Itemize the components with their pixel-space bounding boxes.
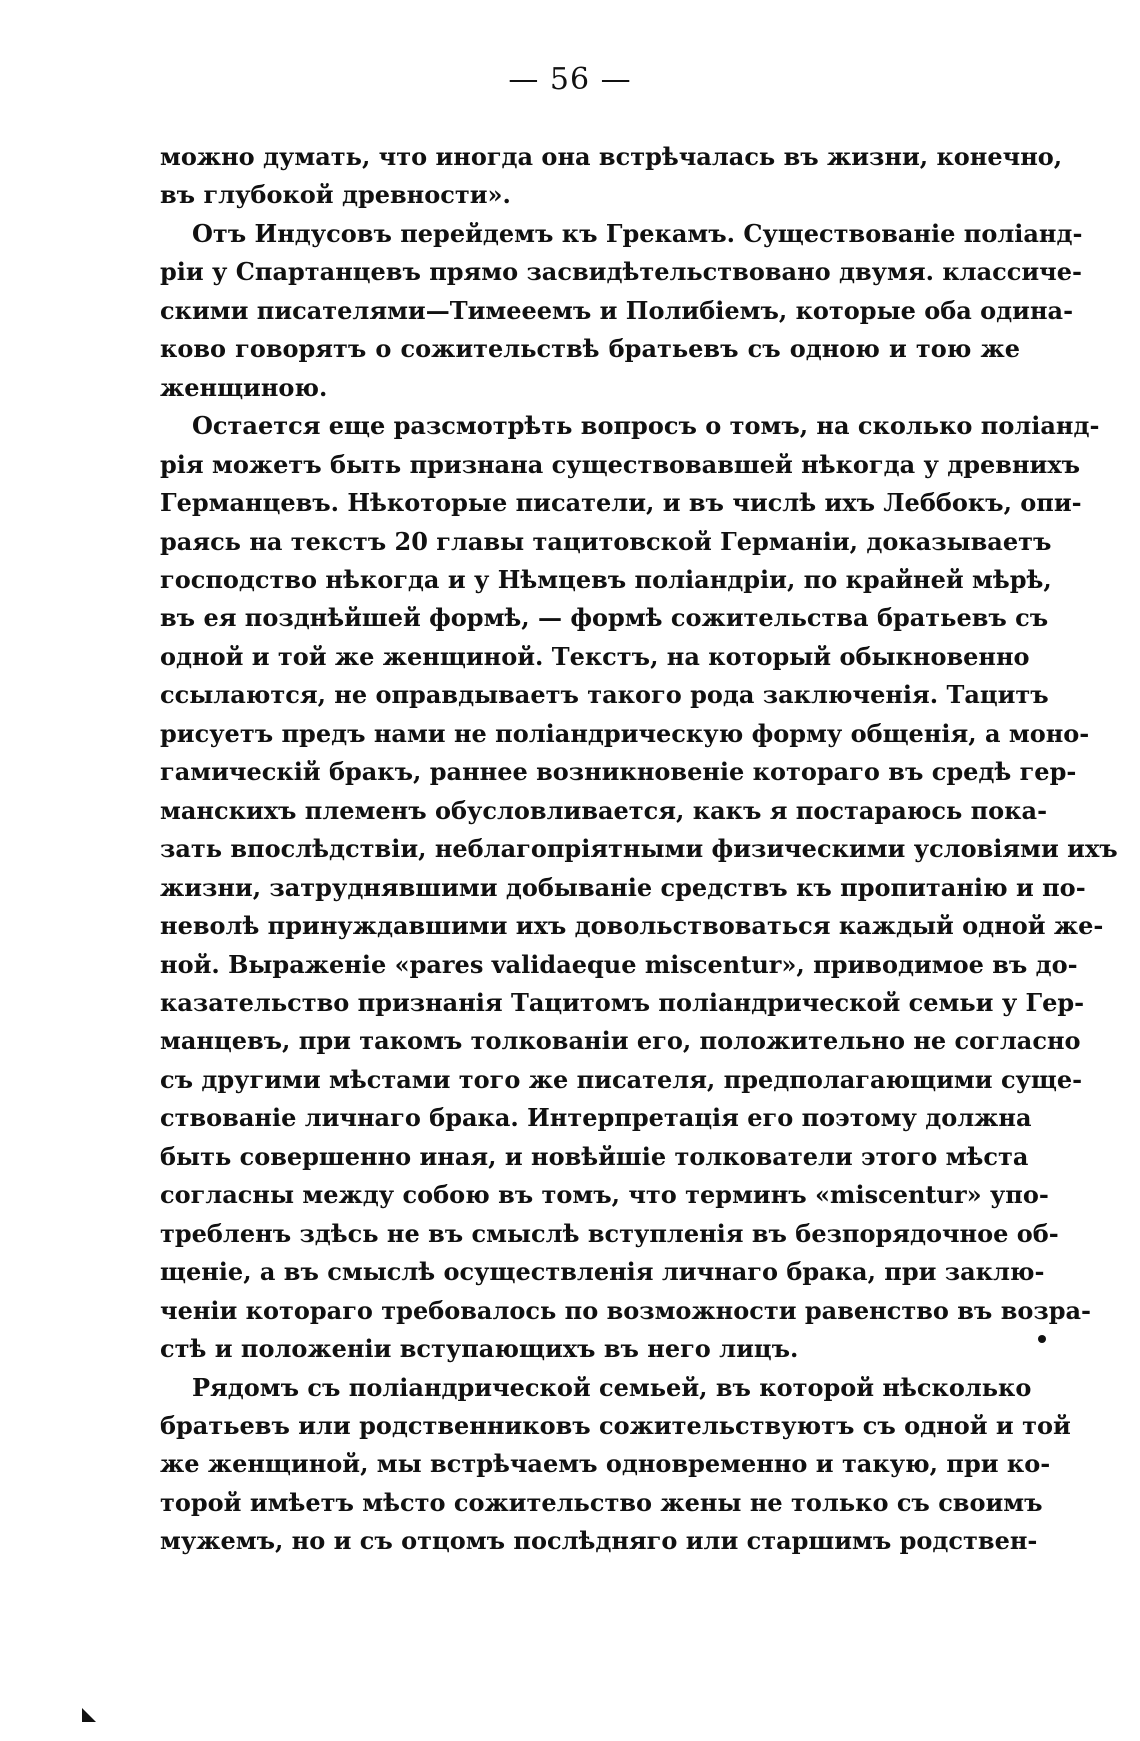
text-line: Рядомъ съ поліандрической семьей, въ которой нѣсколько <box>192 1372 1032 1402</box>
paragraph <box>160 407 1118 1368</box>
text-line: ствованіе личнаго брака. Интерпретація его поэтому должна <box>160 1103 1032 1133</box>
text-line: братьевъ или родственниковъ сожительствуютъ съ одной и той <box>160 1410 1071 1440</box>
text-line: ково говорятъ о сожительствѣ братьевъ съ одною и тою же <box>160 334 1020 364</box>
scan-corner-mark <box>82 1708 96 1722</box>
page-number: — 56 — <box>508 62 632 97</box>
text-line: гамическій бракъ, раннее возникновеніе котораго въ средѣ гер- <box>160 757 1077 787</box>
body-text <box>160 138 1118 1561</box>
text-line: Германцевъ. Нѣкоторые писатели, и въ числѣ ихъ Леббокъ, опи- <box>160 488 1082 518</box>
text-line: ченіи котораго требовалось по возможности равенство въ возра- <box>160 1295 1091 1325</box>
text-line: рія можетъ быть признана существовавшей нѣкогда у древнихъ <box>160 449 1081 479</box>
text-line: манскихъ племенъ обусловливается, какъ я постараюсь пока- <box>160 795 1048 825</box>
text-line: можно думать, что иногда она встрѣчалась въ жизни, конечно, <box>160 142 1063 171</box>
text-line: торой имѣетъ мѣсто сожительство жены не только съ своимъ <box>160 1487 1043 1517</box>
text-line: скими писателями—Тимееемъ и Полибіемъ, которые оба одина- <box>160 295 1074 325</box>
text-line: казательство признанія Тацитомъ поліандрической семьи у Гер- <box>160 987 1085 1017</box>
text-line: ной. Выраженіе «pares validaeque miscentur», приводимое въ до- <box>160 949 1078 979</box>
text-line: стѣ и положеніи вступающихъ въ него лицъ. <box>160 1334 799 1364</box>
text-line: зать впослѣдствіи, неблагопріятными физическими условіями ихъ <box>160 834 1118 864</box>
text-line: раясь на текстъ 20 главы тацитовской Германіи, доказываетъ <box>160 526 1052 556</box>
text-line: женщиною. <box>160 372 328 402</box>
text-line: въ ея позднѣйшей формѣ, — формѣ сожительства братьевъ съ <box>160 603 1049 633</box>
text-line: неволѣ принуждавшими ихъ довольствоваться каждый одной же- <box>160 911 1104 941</box>
text-line: Отъ Индусовъ перейдемъ къ Грекамъ. Существованіе поліанд- <box>192 218 1083 248</box>
text-line: манцевъ, при такомъ толкованіи его, положительно не согласно <box>160 1026 1081 1056</box>
paragraph <box>160 1369 1071 1561</box>
text-line: жизни, затруднявшими добываніе средствъ къ пропитанію и по- <box>160 872 1086 902</box>
text-line: мужемъ, но и съ отцомъ послѣдняго или старшимъ родствен- <box>160 1526 1038 1556</box>
text-line: въ глубокой древности». <box>160 180 511 210</box>
text-line: ссылаются, не оправдываетъ такого рода заключенія. Тацитъ <box>160 680 1049 710</box>
text-line: же женщиной, мы встрѣчаемъ одновременно и такую, при ко- <box>160 1449 1051 1479</box>
text-line: Остается еще разсмотрѣть вопросъ о томъ, на сколько поліанд- <box>192 411 1100 441</box>
text-line: согласны между собою въ томъ, что терминъ «miscentur» упо- <box>160 1180 1049 1210</box>
text-line: ріи у Спартанцевъ прямо засвидѣтельствовано двумя. классиче- <box>160 257 1082 287</box>
text-line: быть совершенно иная, и новѣйшіе толкователи этого мѣста <box>160 1141 1029 1171</box>
text-line: одной и той же женщиной. Текстъ, на который обыкновенно <box>160 641 1030 671</box>
paragraph <box>160 138 1063 215</box>
paragraph <box>160 215 1083 407</box>
text-line: господство нѣкогда и у Нѣмцевъ поліандріи, по крайней мѣрѣ, <box>160 564 1052 594</box>
text-line: требленъ здѣсь не въ смыслѣ вступленія въ безпорядочное об- <box>160 1218 1059 1248</box>
text-line: рисуетъ предъ нами не поліандрическую форму общенія, а моно- <box>160 718 1090 748</box>
text-line: съ другими мѣстами того же писателя, предполагающими суще- <box>160 1064 1083 1094</box>
text-line: щеніе, а въ смыслѣ осуществленія личнаго брака, при заклю- <box>160 1257 1045 1287</box>
scan-speck <box>1038 1335 1046 1343</box>
